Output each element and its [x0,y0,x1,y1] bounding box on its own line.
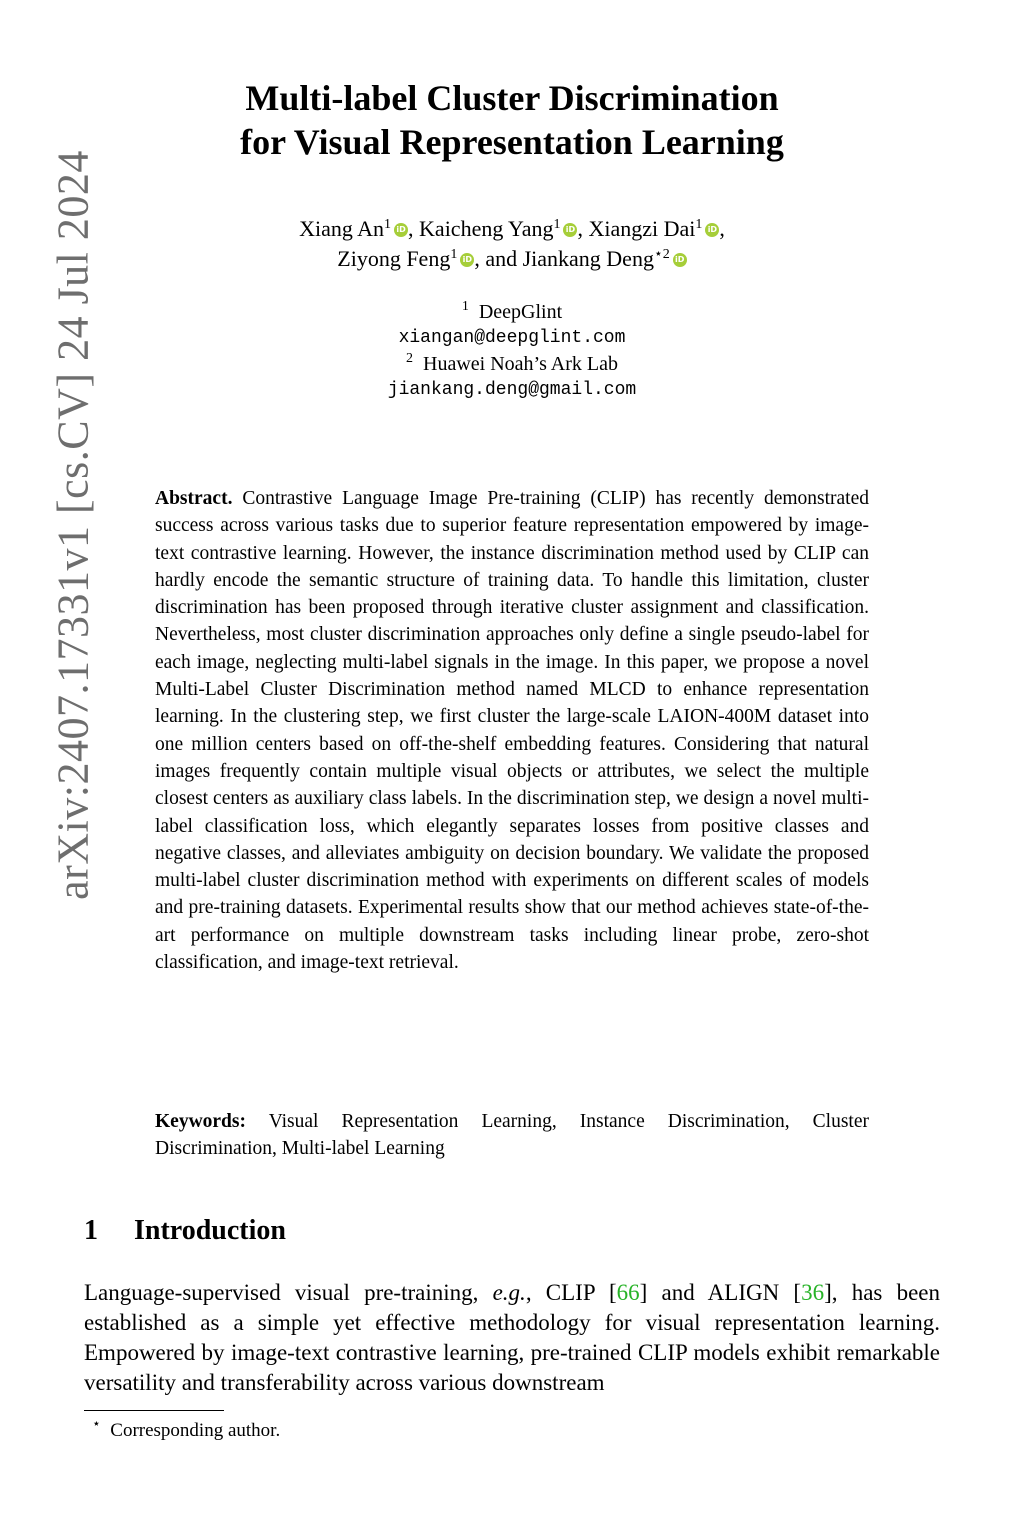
intro-text: ], has been established as a simple yet effective methodology for visual representation learning. Empowered by image-text contrastive learning, pre-trained CLIP models exhibit remarkable versatility and transferability across various downstream [84,1280,940,1395]
author-affiliation-mark: 1 [695,217,703,232]
affiliation-2 [140,351,884,377]
orcid-icon[interactable]: iD [460,253,474,267]
orcid-icon[interactable]: iD [394,223,408,237]
intro-text: ] and ALIGN [ [639,1280,802,1305]
author-line-2 [140,244,884,274]
paper-title [140,76,884,164]
footnote-text: Corresponding author. [110,1420,281,1441]
citation-link[interactable]: 36 [801,1280,825,1305]
author-name: Ziyong Feng [337,246,451,271]
keywords-label: Keywords: [155,1111,246,1132]
abstract [155,485,869,976]
author-affiliation-mark: ⋆2 [653,247,670,262]
author-and: , and [474,246,523,271]
keywords [155,1108,869,1162]
orcid-icon[interactable]: iD [563,223,577,237]
affiliation-number: 2 [406,351,414,366]
author-separator: , [408,216,420,241]
affiliation-1 [140,299,884,325]
footnote [92,1418,280,1444]
affiliations [140,299,884,403]
keywords-text: Visual Representation Learning, Instance Discrimination, Cluster Discrimination, Multi-label Learning [155,1111,869,1159]
arxiv-identifier [28,100,118,950]
title-line-2: for Visual Representation Learning [240,122,784,162]
section-title: Introduction [134,1215,286,1246]
intro-eg: e.g. [492,1280,526,1305]
affiliation-email[interactable]: xiangan@deepglint.com [398,328,626,348]
abstract-text: Contrastive Language Image Pre-training (CLIP) has recently demonstrated success across various tasks due to superior feature representation empowered by image-text contrastive learning. However, the instance discrimination method used by CLIP can hardly encode the semantic structure of training data. To handle this limitation, cluster discrimination has been proposed through iterative cluster assignment and classification. Nevertheless, most cluster discrimination approaches only define a single pseudo-label for each image, neglecting multi-label signals in the image. In this paper, we propose a novel Multi-Label Cluster Discrimination method named MLCD to enhance representation learning. In the clustering step, we first cluster the large-scale LAION-400M dataset into one million centers based on off-the-shelf embedding features. Considering that natural images frequently contain multiple visual objects or attributes, we select the multiple closest centers as auxiliary class labels. In the discrimination step, we design a novel multi-label classification loss, which elegantly separates losses from positive classes and negative classes, and alleviates ambiguity on decision boundary. We validate the proposed multi-label cluster discrimination method with experiments on different scales of models and pre-training datasets. Experimental results show that our method achieves state-of-the-art performance on multiple downstream tasks including linear probe, zero-shot classification, and image-text retrieval. [155,488,869,974]
affiliation-name: DeepGlint [478,301,563,323]
author-name: Jiankang Deng [522,246,654,271]
arxiv-identifier-text: arXiv:2407.17331v1 [cs.CV] 24 Jul 2024 [48,150,98,900]
section-heading [84,1213,286,1249]
intro-text: Language-supervised visual pre-training, [84,1280,493,1305]
affiliation-number: 1 [461,299,469,314]
intro-paragraph [84,1278,940,1398]
author-line-1 [140,214,884,244]
footnote-divider [84,1410,224,1411]
section-number: 1 [84,1215,98,1246]
intro-text: , CLIP [ [525,1280,617,1305]
author-affiliation-mark: 1 [450,247,458,262]
affiliation-email[interactable]: jiankang.deng@gmail.com [387,380,637,400]
author-list [140,214,884,274]
author-affiliation-mark: 1 [384,217,392,232]
abstract-label: Abstract. [155,488,233,509]
author-separator: , [577,216,589,241]
author-affiliation-mark: 1 [553,217,561,232]
author-separator: , [719,216,725,241]
orcid-icon[interactable]: iD [673,253,687,267]
footnote-mark: ⋆ [92,1417,101,1432]
orcid-icon[interactable]: iD [705,223,719,237]
author-name: Kaicheng Yang [419,216,554,241]
author-name: Xiangzi Dai [588,216,696,241]
title-line-1: Multi-label Cluster Discrimination [245,78,779,118]
author-name: Xiang An [299,216,385,241]
citation-link[interactable]: 66 [616,1280,640,1305]
affiliation-name: Huawei Noah’s Ark Lab [423,353,618,375]
